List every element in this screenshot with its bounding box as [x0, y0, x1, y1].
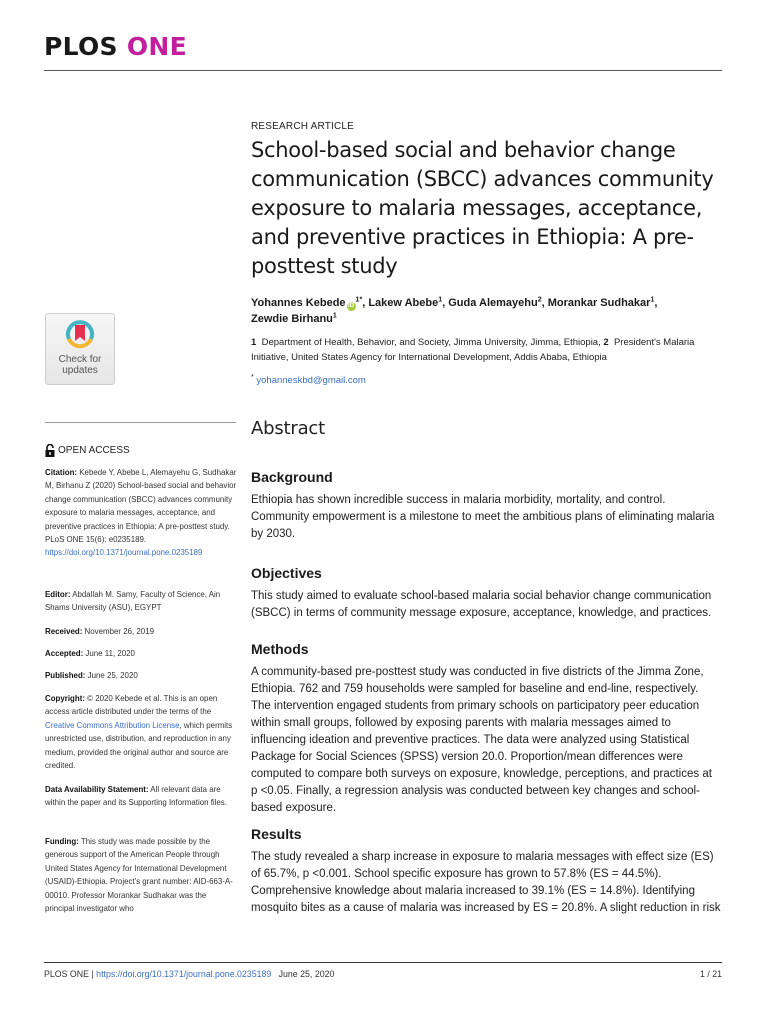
funding-text: This study was made possible by the generous support of the American People through United States Agency for International Development (USAID)-Ethiopia. Project's grant number: AID-663-A-00010. Professor Morankar Sudhakar was the principal investigator who: [45, 836, 233, 914]
check-for-updates-button[interactable]: [45, 313, 115, 385]
affil-number: 2: [603, 337, 609, 348]
objectives-text: This study aimed to evaluate school-based malaria social behavior change communication (SBCC) in terms of community message exposure, acceptance, knowledge, and practices.: [251, 590, 712, 619]
editor-label: Editor:: [45, 589, 71, 599]
check-updates-label: Check for updates: [58, 354, 102, 376]
affil-number: 1: [251, 337, 257, 348]
affiliations: [251, 335, 721, 365]
results-text: The study revealed a sharp increase in exposure to malaria messages with effect size (ES) of 65.7%, p <0.001. School specific exposure has grown to 57.8% (ES = 44.5%). Comprehensive knowledge about malaria increased to 39.1% (ES = 14.8%). Identifying mosquito bites as a cause of malaria was increased by ES = 20.8%. A slight reduction in risk: [251, 851, 721, 914]
article-type: RESEARCH ARTICLE: [251, 121, 355, 132]
email-marker: *: [251, 373, 254, 381]
citation-label: Citation:: [45, 467, 78, 477]
copyright-text: © 2020 Kebede et al. This is an open access article distributed under the terms of the: [45, 693, 218, 717]
funding-label: Funding:: [45, 836, 79, 846]
header-divider: [44, 70, 722, 71]
published-date: June 25, 2020: [87, 670, 138, 680]
methods-heading: Methods: [251, 641, 309, 657]
editor-text: Abdallah M. Samy, Faculty of Science, Ain Shams University (ASU), EGYPT: [45, 589, 221, 613]
copyright-label: Copyright:: [45, 693, 85, 703]
results-heading: Results: [251, 826, 302, 842]
footer-doi-link[interactable]: https://doi.org/10.1371/journal.pone.0235189: [96, 969, 272, 979]
footer-divider: [44, 962, 722, 963]
citation-block: [45, 466, 236, 560]
footer-date: June 25, 2020: [278, 969, 335, 979]
citation-text: Kebede Y, Abebe L, Alemayehu G, Sudhakar M, Birhanu Z (2020) School-based social and behavior change communication (SBCC) advances community exposure to malaria messages, acceptance, and preventive practices in Ethiopia: A pre-posttest study. PLoS ONE 15(6): e0235189.: [45, 467, 237, 545]
author-name[interactable]: Morankar Sudhakar: [547, 297, 651, 309]
received-label: Received:: [45, 626, 83, 636]
accepted-date: June 11, 2020: [85, 648, 135, 658]
author-name[interactable]: Lakew Abebe: [368, 297, 439, 309]
page-number: 1 / 21: [699, 969, 722, 979]
open-access-label: OPEN ACCESS: [58, 445, 130, 456]
logo-plos: PLOS: [44, 32, 118, 61]
author-affil-sup: 1: [332, 312, 337, 320]
page-footer: [44, 969, 722, 979]
funding-block: [45, 835, 236, 915]
data-availability-label: Data Availability Statement:: [45, 784, 149, 794]
orcid-icon[interactable]: iD: [348, 303, 355, 309]
background-text: Ethiopia has shown incredible success in malaria morbidity, mortality, and control. Community empowerment is a milestone to meet the ambitious plans of eliminating malaria by 2030.: [251, 494, 715, 540]
copyright-text-end: , which permits unrestricted use, distribution, and reproduction in any medium, provided the original author and source are credited.: [45, 719, 233, 771]
author-name[interactable]: Guda Alemayehu: [448, 297, 538, 309]
sidebar-divider: [45, 422, 236, 423]
open-lock-icon: [45, 444, 55, 457]
editor-block: [45, 588, 236, 615]
check-updates-icon: [65, 319, 95, 349]
corresponding-email: [251, 375, 721, 386]
abstract-heading: Abstract: [251, 418, 325, 439]
received-block: [45, 625, 236, 638]
author-name[interactable]: Zewdie Birhanu: [251, 313, 333, 325]
journal-logo[interactable]: [44, 34, 187, 59]
received-date: November 26, 2019: [84, 626, 155, 636]
published-label: Published:: [45, 670, 86, 680]
article-title: School-based social and behavior change communication (SBCC) advances community exposure to malaria messages, acceptance, and preventive practices in Ethiopia: A pre-posttest study: [251, 138, 714, 278]
methods-text: A community-based pre-posttest study was conducted in five districts of the Jimma Zone, Ethiopia. 762 and 759 households were sampled for baseline and end-line, respectively. The intervention engaged students from primary schools on participatory peer education within small groups, followed by exposing parents with malaria messages aimed to influencing ideation and preventive practices. The data were analyzed using Statistical Package for Social Sciences (SPSS) version 20.0. Proportion/mean differences were computed to compare both surveys on exposure, knowledge, perceptions, and practices at p <0.05. Finally, a regression analysis was conducted between key changes and school-based exposure.: [251, 666, 712, 814]
accepted-block: [45, 647, 236, 660]
citation-doi-link[interactable]: https://doi.org/10.1371/journal.pone.0235189: [45, 547, 203, 558]
license-link[interactable]: Creative Commons Attribution License: [45, 719, 180, 730]
author-name[interactable]: Yohannes Kebede: [251, 297, 346, 309]
email-link[interactable]: yohanneskbd@gmail.com: [256, 375, 366, 386]
logo-one: ONE: [126, 32, 187, 61]
corresponding-marker: *: [359, 296, 363, 304]
author-affil-sup: 2: [537, 296, 542, 304]
data-availability-text: All relevant data are within the paper and its Supporting Information files.: [45, 784, 227, 808]
affil-text: President's Malaria Initiative, United States Agency for International Development, Addis Ababa, Ethiopia: [251, 337, 695, 363]
open-access-badge: [45, 444, 130, 457]
objectives-heading: Objectives: [251, 565, 322, 581]
affil-text: Department of Health, Behavior, and Society, Jimma University, Jimma, Ethiopia,: [261, 337, 601, 348]
author-list: Yohannes Kebede $iD^{1*}$, Lakew Abebe$^1$, Guda Alemayehu$^2$, Morankar Sudhakar$^1$, Zewdie Birhanu$^1$: [251, 296, 658, 325]
copyright-block: [45, 692, 236, 772]
author-affil-sup: 1: [438, 296, 443, 304]
author-affil-sup: 1: [650, 296, 655, 304]
accepted-label: Accepted:: [45, 648, 84, 658]
footer-journal: PLOS ONE |: [44, 969, 94, 979]
data-availability-block: [45, 783, 236, 810]
author-affil-sup: 1: [355, 296, 360, 304]
background-heading: Background: [251, 469, 333, 485]
published-block: [45, 669, 236, 682]
